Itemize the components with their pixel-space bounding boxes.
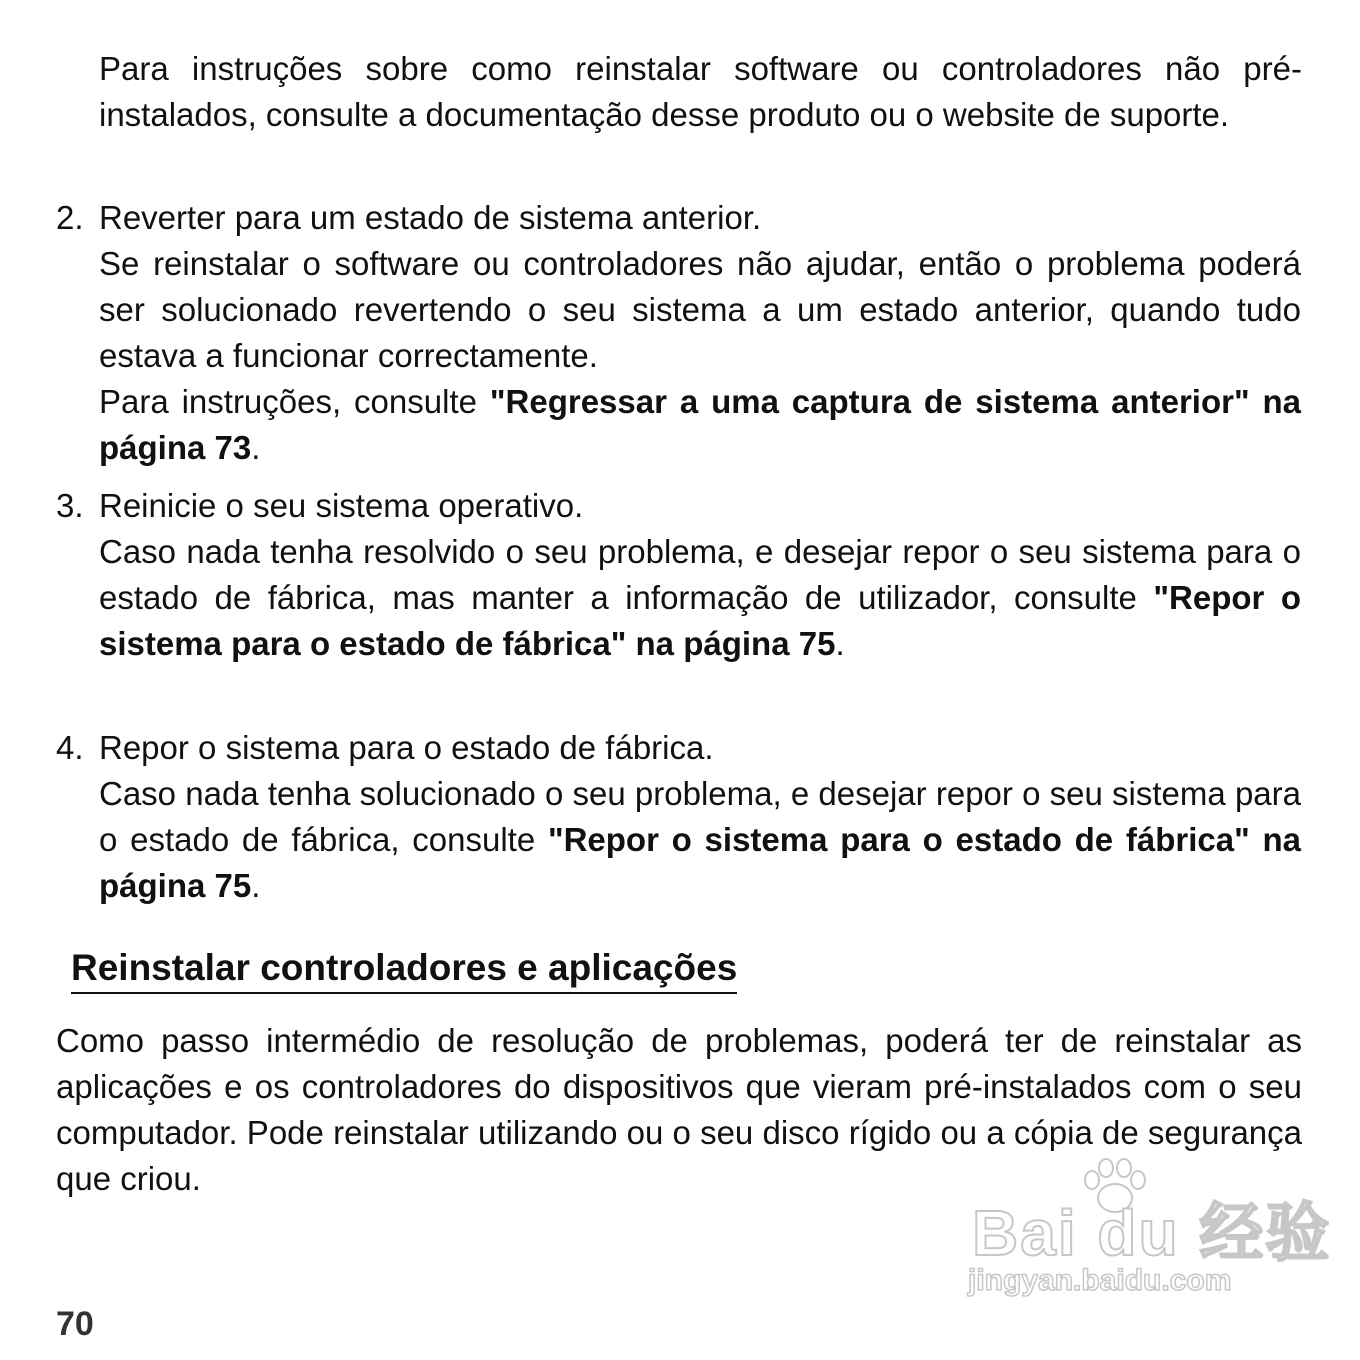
reference-prefix: Caso nada tenha solucionado o seu problema, e desejar repor o seu sistema para o estado de fábrica, consulte (99, 775, 1301, 858)
list-item-body-reference (99, 379, 1301, 471)
reference-suffix: . (835, 625, 845, 662)
intro-paragraph: Para instruções sobre como reinstalar software ou controladores não pré-instalados, consulte a documentação desse produto ou o website de suporte. (99, 50, 1302, 133)
reference-prefix: Para instruções, consulte (99, 383, 490, 420)
list-item-title: Repor o sistema para o estado de fábrica. (99, 729, 714, 766)
baidu-jingyan-watermark (960, 1158, 1332, 1308)
reference-suffix: . (251, 429, 261, 466)
list-item-4 (56, 725, 1302, 909)
reference-prefix: Caso nada tenha resolvido o seu problema, e desejar repor o seu sistema para o estado de fábrica, mas manter a informação de utilizador, consulte (99, 533, 1301, 616)
watermark-url-text: jingyan.baidu.com (968, 1264, 1232, 1297)
list-item-body-text: Se reinstalar o software ou controladores não ajudar, então o problema poderá ser solucionado revertendo o seu sistema a um estado anterior, quando tudo estava a funcionar correctamente. (99, 245, 1301, 374)
list-item-2 (56, 195, 1302, 471)
page-reference-link[interactable]: "Repor o sistema para o estado de fábrica" na página 75 (99, 579, 1301, 662)
list-item-title: Reinicie o seu sistema operativo. (99, 487, 584, 524)
page-reference-link[interactable]: "Repor o sistema para o estado de fábrica" na página 75 (99, 821, 1301, 904)
list-item-3 (56, 483, 1302, 713)
watermark-main-text: Bai du 经验 (972, 1197, 1332, 1269)
list-item-body (99, 771, 1301, 909)
list-item-body (99, 529, 1301, 667)
list-item-body (99, 241, 1301, 471)
page-number: 70 (56, 1305, 94, 1343)
reference-suffix: . (251, 867, 261, 904)
list-item-number: 2. (56, 199, 84, 236)
section-paragraph: Como passo intermédio de resolução de problemas, poderá ter de reinstalar as aplicações e os controladores do dispositivos que vieram pré-instalados com o seu computador. Pode reinstalar utilizando ou o seu disco rígido ou a cópia de segurança que criou. (56, 1022, 1302, 1197)
list-item-number: 3. (56, 487, 84, 524)
list-item-title: Reverter para um estado de sistema anterior. (99, 199, 762, 236)
section-heading: Reinstalar controladores e aplicações (71, 944, 737, 994)
list-item-number: 4. (56, 729, 84, 766)
page-reference-link[interactable]: "Regressar a uma captura de sistema anterior" na página 73 (99, 383, 1301, 466)
